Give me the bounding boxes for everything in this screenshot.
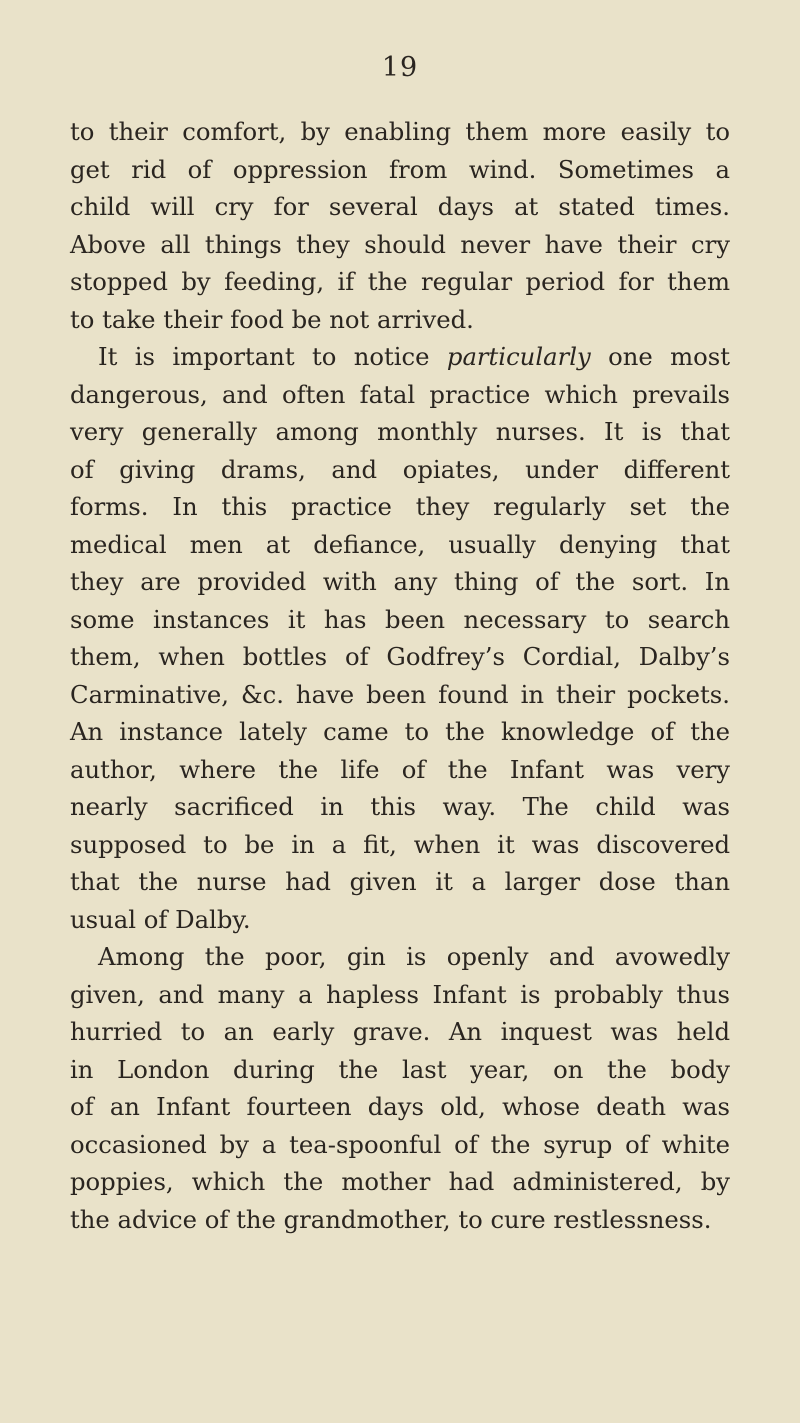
text-line: Above all things they should never have their cry <box>70 229 730 259</box>
text-line: in London during the last year, on the body <box>70 1054 730 1084</box>
text-line: stopped by feeding, if the regular period for them <box>70 267 730 296</box>
text-segment: one most <box>590 342 730 371</box>
text-line: of giving drams, and opiates, under different <box>70 454 730 484</box>
text-line: that the nurse had given it a larger dose than <box>70 867 730 896</box>
text-line: medical men at defiance, usually denying that <box>70 529 730 559</box>
text-line: nearly sacrificed in this way. The child was <box>70 792 730 821</box>
text-line: occasioned by a tea-spoonful of the syrup of white <box>70 1129 730 1159</box>
text-line: child will cry for several days at stated times. <box>70 192 730 221</box>
italic-emphasis: particularly <box>446 342 591 371</box>
body-text <box>70 113 730 1238</box>
text-segment: It is important to notice <box>98 342 447 371</box>
text-line <box>70 338 730 376</box>
text-line: supposed to be in a fit, when it was discovered <box>70 829 730 859</box>
text-line: author, where the life of the Infant was very <box>70 754 730 784</box>
text-line: hurried to an early grave. An inquest was held <box>70 1017 730 1046</box>
text-line: Carminative, &c. have been found in their pockets. <box>70 679 730 709</box>
text-line: dangerous, and often fatal practice which prevails <box>70 379 730 409</box>
text-line: get rid of oppression from wind. Sometimes a <box>70 154 730 184</box>
text-line: they are provided with any thing of the sort. In <box>70 567 730 596</box>
text-line: them, when bottles of Godfrey’s Cordial, Dalby’s <box>70 642 730 671</box>
text-line: of an Infant fourteen days old, whose death was <box>70 1092 730 1121</box>
text-line: forms. In this practice they regularly set the <box>70 492 730 521</box>
text-line: An instance lately came to the knowledge of the <box>70 717 730 746</box>
text-line: usual of Dalby. <box>70 904 251 934</box>
page-number: 19 <box>381 52 419 83</box>
text-line: poppies, which the mother had administered, by <box>70 1167 730 1196</box>
text-line: to their comfort, by enabling them more easily to <box>70 117 730 146</box>
text-line: some instances it has been necessary to search <box>70 604 730 634</box>
text-line: to take their food be not arrived. <box>70 304 474 334</box>
text-line: very generally among monthly nurses. It is that <box>70 417 730 446</box>
text-line: Among the poor, gin is openly and avowedly <box>98 942 730 971</box>
text-line: the advice of the grandmother, to cure restlessness. <box>70 1204 712 1234</box>
text-line: given, and many a hapless Infant is probably thus <box>70 979 730 1009</box>
